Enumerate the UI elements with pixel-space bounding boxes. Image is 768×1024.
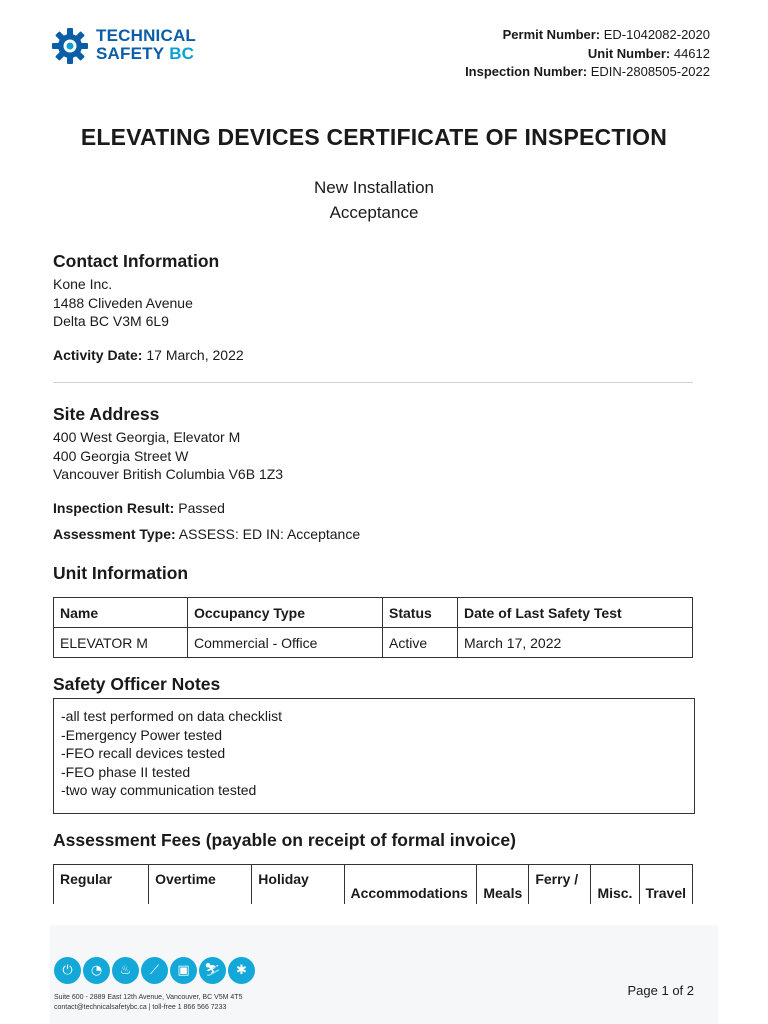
gauge-icon: ◔ — [83, 957, 110, 984]
activity-date — [53, 347, 244, 363]
column-header-name: Name — [54, 598, 188, 628]
page-number: Page 1 of 2 — [627, 983, 694, 998]
contact-address — [53, 275, 193, 331]
flame-icon: ♨ — [112, 957, 139, 984]
notes-heading: Safety Officer Notes — [53, 674, 221, 694]
contact-heading: Contact Information — [53, 251, 220, 271]
fee-column-meals: Meals — [477, 865, 529, 905]
fees-heading: Assessment Fees (payable on receipt of formal invoice) — [53, 830, 516, 850]
site-line: Vancouver British Columbia V6B 1Z3 — [53, 466, 284, 482]
assessment-type — [53, 526, 360, 542]
note-line: -all test performed on data checklist — [61, 708, 282, 724]
table-header-row — [54, 598, 693, 628]
subtitle-line-1: New Installation — [313, 178, 434, 197]
section-divider — [53, 382, 693, 383]
footer-address-line: Suite 600 - 2889 East 12th Avenue, Vancouver, BC V5M 4T5 — [54, 994, 243, 1001]
inspection-result — [53, 500, 225, 516]
footer-icon-row — [54, 957, 255, 987]
fee-column-travel: Travel — [639, 865, 692, 905]
logo-line-2b: BC — [169, 44, 195, 63]
inspection-number-label: Inspection Number: — [465, 64, 588, 79]
document-title: ELEVATING DEVICES CERTIFICATE OF INSPECTION — [80, 124, 668, 150]
fee-column-regular: Regular — [54, 865, 149, 905]
train-icon: ▣ — [170, 957, 197, 984]
subtitle-line-2: Acceptance — [329, 203, 419, 222]
note-line: -Emergency Power tested — [61, 726, 223, 743]
contact-line: Delta BC V3M 6L9 — [53, 313, 169, 329]
permit-number-value: ED-1042082-2020 — [600, 27, 710, 42]
inspection-result-label: Inspection Result: — [53, 500, 175, 516]
table-row — [54, 628, 693, 658]
fee-column-accommodations: Accommodations — [344, 865, 477, 905]
activity-date-label: Activity Date: — [53, 347, 143, 363]
site-line: 400 West Georgia, Elevator M — [53, 429, 241, 445]
column-header-occupancy: Occupancy Type — [188, 598, 383, 628]
permit-block — [465, 26, 710, 82]
fees-table — [53, 864, 693, 904]
fees-header-row — [54, 865, 693, 905]
site-heading: Site Address — [53, 404, 160, 424]
logo-line-2a: SAFETY — [96, 44, 165, 63]
unit-number-value: 44612 — [670, 45, 710, 61]
plug-icon: ⏻ — [54, 957, 81, 984]
logo-line-1: TECHNICAL — [96, 26, 197, 45]
footer-contact-line: contact@technicalsafetybc.ca | toll-free 1 866 566 7233 — [54, 1004, 227, 1011]
ski-lift-icon: ⛷ — [199, 957, 226, 984]
gear-logo-icon — [50, 26, 90, 66]
document-subtitle — [0, 175, 748, 225]
fee-column-overtime: Overtime — [149, 865, 252, 905]
site-address — [53, 428, 283, 484]
amusement-ride-icon: ✱ — [228, 957, 255, 984]
escalator-icon: ⟋ — [141, 957, 168, 984]
fee-column-holiday: Holiday — [252, 865, 344, 905]
activity-date-value: 17 March, 2022 — [142, 347, 244, 363]
contact-line: Kone Inc. — [53, 276, 113, 292]
column-header-status: Status — [383, 598, 458, 628]
site-line: 400 Georgia Street W — [53, 447, 189, 464]
inspection-result-value: Passed — [174, 500, 225, 516]
assessment-type-value: ASSESS: ED IN: Acceptance — [175, 526, 361, 542]
logo-wordmark — [96, 27, 196, 63]
inspection-number-value: EDIN-2808505-2022 — [587, 64, 710, 79]
permit-number-label: Permit Number: — [502, 27, 601, 42]
contact-line: 1488 Cliveden Avenue — [53, 294, 193, 311]
unit-info-table — [53, 597, 693, 658]
fee-column-misc: Misc. — [591, 865, 639, 905]
cell-occupancy: Commercial - Office — [188, 628, 383, 658]
notes-box — [53, 698, 695, 814]
unit-number-label: Unit Number: — [587, 45, 671, 61]
fee-column-ferry: Ferry / — [529, 865, 591, 905]
cell-last-test: March 17, 2022 — [458, 628, 693, 658]
assessment-type-label: Assessment Type: — [53, 526, 176, 542]
footer-address — [54, 993, 242, 1013]
note-line: -FEO phase II tested — [61, 763, 191, 780]
column-header-last-test: Date of Last Safety Test — [458, 598, 693, 628]
technical-safety-bc-logo — [50, 26, 200, 68]
unit-info-heading: Unit Information — [53, 563, 189, 583]
cell-name: ELEVATOR M — [54, 628, 188, 658]
note-line: -two way communication tested — [61, 782, 257, 798]
cell-status: Active — [383, 628, 458, 658]
note-line: -FEO recall devices tested — [61, 745, 226, 761]
